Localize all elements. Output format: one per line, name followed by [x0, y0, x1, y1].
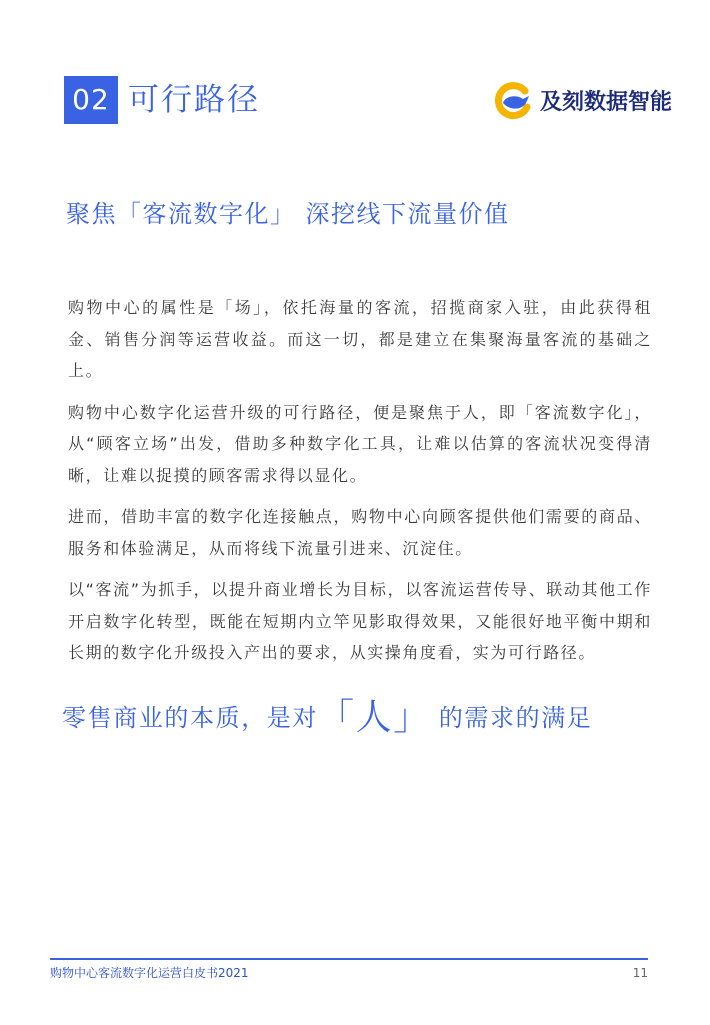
brand-logo-icon	[492, 79, 534, 121]
essence-heading-after: 的需求的满足	[438, 704, 593, 732]
body-text	[68, 292, 652, 679]
paragraph: 购物中心数字化运营升级的可行路径，便是聚焦于人，即「客流数字化」，从“顾客立场”出发，借助多种数字化工具，让难以估算的客流状况变得清晰，让难以捉摸的顾客需求得以显化。	[68, 402, 652, 485]
section-number-badge: 02	[64, 76, 118, 124]
essence-heading-highlight: 「人」	[318, 697, 431, 738]
brand-logo	[492, 78, 672, 122]
page-number: 11	[632, 966, 648, 980]
paragraph: 进而，借助丰富的数字化连接触点，购物中心向顾客提供他们需要的商品、服务和体验满足，从而将线下流量引进来、沉淀住。	[68, 507, 652, 558]
section-title: 可行路径	[128, 82, 260, 118]
footer-divider	[50, 958, 648, 960]
focus-heading-part2: 深挖线下流量价值	[305, 200, 510, 228]
essence-heading	[62, 696, 592, 740]
paragraph: 以“客流”为抓手，以提升商业增长为目标，以客流运营传导、联动其他工作开启数字化转型，既能在短期内立竿见影取得效果，又能很好地平衡中期和长期的数字化升级投入产出的要求，从实操角度看，实为可行路径。	[68, 580, 652, 662]
brand-logo-text: 及刻数据智能	[540, 89, 673, 115]
essence-heading-before: 零售商业的本质，是对	[62, 704, 318, 732]
focus-heading-part1: 聚焦「客流数字化」	[66, 200, 296, 228]
footer-title: 购物中心客流数字化运营白皮书2021	[50, 966, 249, 980]
focus-heading	[66, 196, 510, 232]
paragraph: 购物中心的属性是「场」，依托海量的客流，招揽商家入驻，由此获得租金、销售分润等运营收益。而这一切，都是建立在集聚海量客流的基础之上。	[68, 298, 652, 380]
